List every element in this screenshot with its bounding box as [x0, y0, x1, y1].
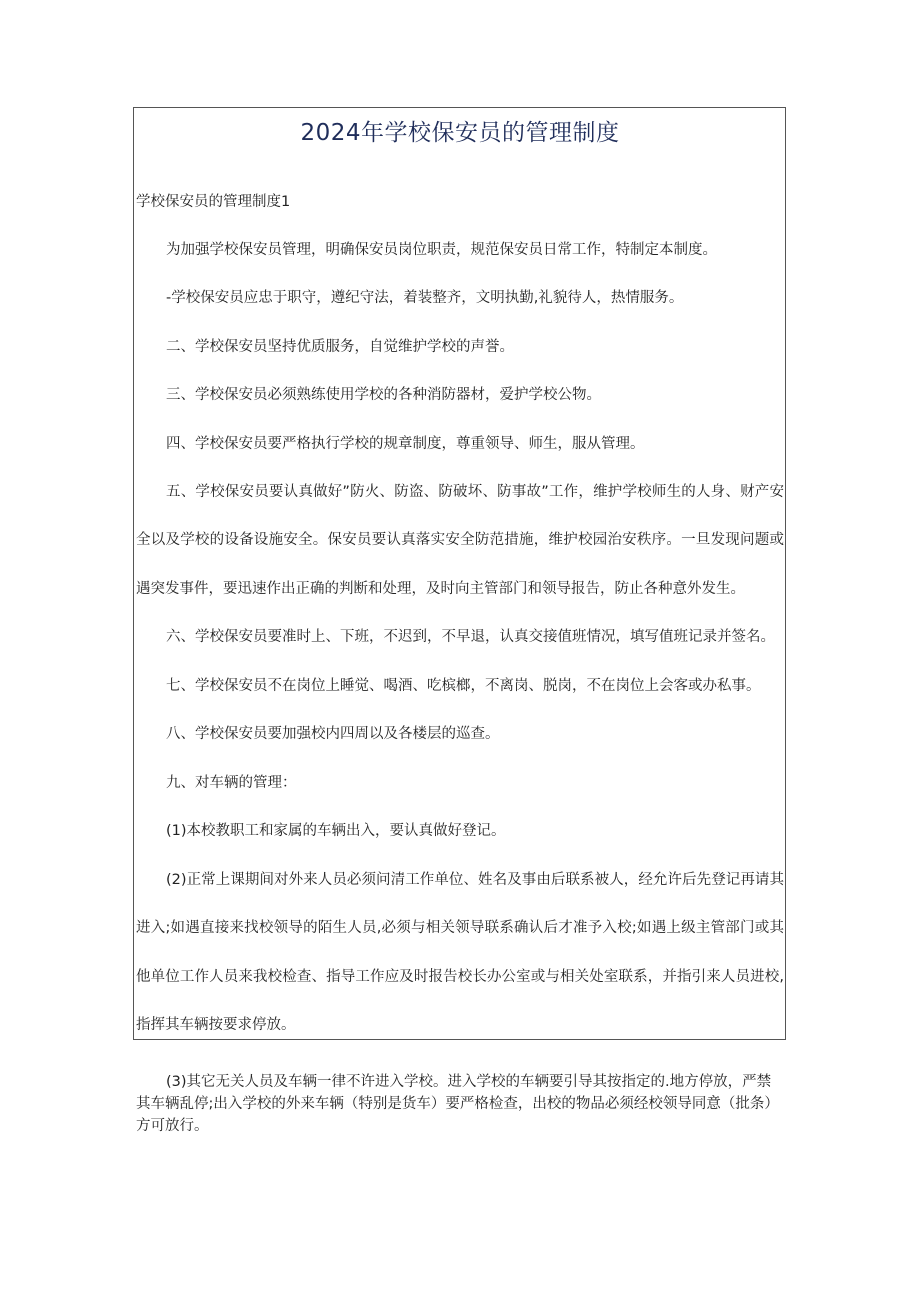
- paragraph-line: 二、学校保安员坚持优质服务，自觉维护学校的声誉。: [166, 339, 514, 355]
- paragraph-line: 指挥其车辆按要求停放。: [136, 1017, 296, 1033]
- paragraph-line: 遇突发事件，要迅速作出正确的判断和处理，及时向主管部门和领导报告，防止各种意外发生。: [136, 581, 745, 597]
- paragraph-line: 为加强学校保安员管理，明确保安员岗位职责，规范保安员日常工作，特制定本制度。: [166, 242, 717, 258]
- trailing-paragraph: [136, 1072, 786, 1138]
- paragraph-line: 其车辆乱停;出入学校的外来车辆（特别是货车）要严格检查，出校的物品必须经校领导同意（批条）: [136, 1096, 779, 1112]
- paragraph-line: (1)本校教职工和家属的车辆出入，要认真做好登记。: [166, 823, 506, 839]
- paragraph-line: 全以及学校的设备设施安全。保安员要认真落实安全防范措施，维护校园治安秩序。一旦发现问题或: [136, 532, 784, 548]
- paragraph-line: 八、学校保安员要加强校内四周以及各楼层的巡查。: [166, 726, 500, 742]
- paragraph-line: 七、学校保安员不在岗位上睡觉、喝酒、吃槟榔，不离岗、脱岗，不在岗位上会客或办私事。: [166, 678, 761, 694]
- paragraph-line: -学校保安员应忠于职守，遵纪守法，着装整齐，文明执勤,礼貌待人，热情服务。: [166, 290, 684, 306]
- paragraph-line: 进入;如遇直接来找校领导的陌生人员,必须与相关领导联系确认后才准予入校;如遇上级主管部门或其: [136, 920, 784, 936]
- paragraph-line: 方可放行。: [136, 1118, 209, 1134]
- paragraph-line: 五、学校保安员要认真做好”防火、防盗、防破坏、防事故”工作，维护学校师生的人身、财产安: [166, 484, 784, 500]
- paragraph-line: (3)其它无关人员及车辆一律不许进入学校。进入学校的车辆要引导其按指定的.地方停放，严禁: [166, 1074, 772, 1090]
- paragraph-line: 三、学校保安员必须熟练使用学校的各种消防器材，爱护学校公物。: [166, 387, 601, 403]
- paragraph-line: 四、学校保安员要严格执行学校的规章制度，尊重领导、师生，服从管理。: [166, 436, 645, 452]
- page-title: 2024年学校保安员的管理制度: [300, 120, 620, 146]
- paragraph-line: 九、对车辆的管理：: [166, 775, 297, 791]
- paragraph-line: 六、学校保安员要准时上、下班，不迟到，不早退，认真交接值班情况，填写值班记录并签名。: [166, 629, 775, 645]
- section-heading: 学校保安员的管理制度1: [136, 194, 291, 210]
- paragraph-line: 他单位工作人员来我校检查、指导工作应及时报告校长办公室或与相关处室联系，并指引来人员进校,: [136, 969, 784, 985]
- paragraph-line: (2)正常上课期间对外来人员必须问清工作单位、姓名及事由后联系被人，经允许后先登记再请其: [166, 872, 784, 888]
